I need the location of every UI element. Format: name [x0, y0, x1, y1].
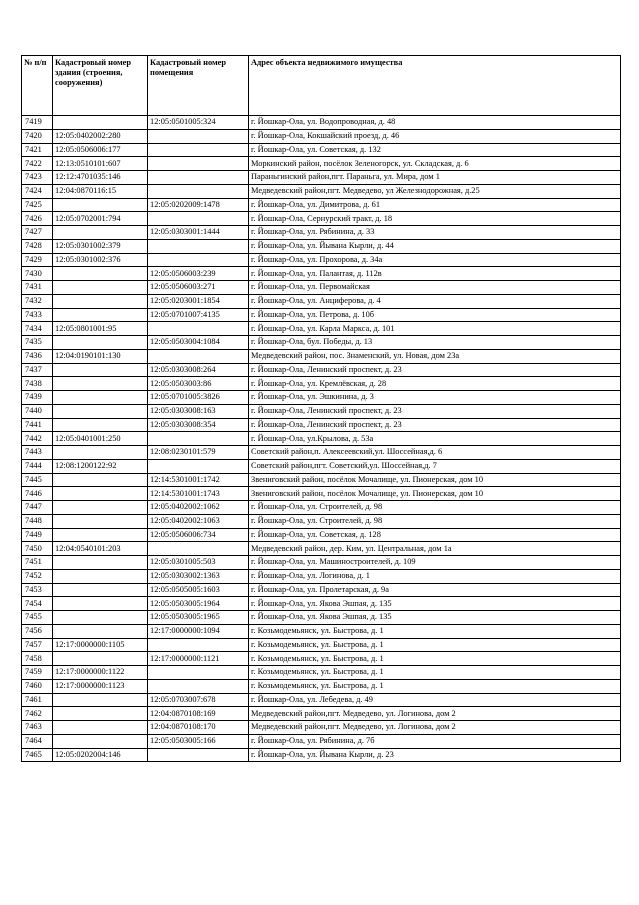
cell-address: г. Йошкар-Ола, бул. Победы, д. 13: [249, 336, 621, 350]
cell-building-cadastral: 12:12:4701035:146: [53, 171, 148, 185]
cell-premises-cadastral: 12:05:0501005:324: [148, 116, 249, 130]
cell-number: 7432: [22, 294, 53, 308]
cell-premises-cadastral: [148, 212, 249, 226]
cell-number: 7423: [22, 171, 53, 185]
cell-premises-cadastral: 12:05:0202009:1478: [148, 198, 249, 212]
cell-number: 7450: [22, 542, 53, 556]
table-row: [22, 514, 621, 528]
cell-address: г. Йошкар-Ола, ул. Петрова, д. 10б: [249, 308, 621, 322]
cell-address: г. Йошкар-Ола, ул. Димитрова, д. 61: [249, 198, 621, 212]
cell-address: г. Йошкар-Ола, ул. Рябинина, д. 7б: [249, 734, 621, 748]
cell-number: 7448: [22, 514, 53, 528]
cell-number: 7437: [22, 363, 53, 377]
table-row: [22, 734, 621, 748]
cell-premises-cadastral: 12:05:0503004:1084: [148, 336, 249, 350]
cell-number: 7445: [22, 473, 53, 487]
cell-building-cadastral: [53, 652, 148, 666]
table-row: [22, 707, 621, 721]
table-row: [22, 721, 621, 735]
cell-premises-cadastral: 12:17:0000000:1121: [148, 652, 249, 666]
table-row: [22, 569, 621, 583]
cell-address: г. Йошкар-Ола, ул. Строителей, д. 98: [249, 501, 621, 515]
table-row: [22, 679, 621, 693]
table-row: [22, 363, 621, 377]
cell-address: г. Йошкар-Ола, Ленинский проспект, д. 23: [249, 418, 621, 432]
cell-building-cadastral: [53, 569, 148, 583]
cell-building-cadastral: [53, 446, 148, 460]
cell-premises-cadastral: 12:05:0506003:239: [148, 267, 249, 281]
cell-premises-cadastral: [148, 171, 249, 185]
table-row: [22, 404, 621, 418]
cell-premises-cadastral: 12:14:5301001:1742: [148, 473, 249, 487]
cell-number: 7424: [22, 184, 53, 198]
cell-premises-cadastral: [148, 143, 249, 157]
table-row: [22, 336, 621, 350]
cell-number: 7420: [22, 129, 53, 143]
cell-building-cadastral: 12:05:0301002:376: [53, 253, 148, 267]
table-row: [22, 556, 621, 570]
cell-address: Звениговский район, посёлок Мочалище, ул. Пионерская, дом 10: [249, 473, 621, 487]
table-row: [22, 459, 621, 473]
cell-number: 7456: [22, 624, 53, 638]
table-header-row: [22, 56, 621, 116]
table-row: [22, 267, 621, 281]
cell-building-cadastral: [53, 597, 148, 611]
cell-number: 7447: [22, 501, 53, 515]
cell-address: г. Йошкар-Ола, ул. Рябинина, д. 33: [249, 226, 621, 240]
cell-address: г. Йошкар-Ола, ул. Советская, д. 132: [249, 143, 621, 157]
cell-premises-cadastral: 12:04:0870108:169: [148, 707, 249, 721]
cell-address: г. Йошкар-Ола, ул. Строителей, д. 98: [249, 514, 621, 528]
cell-address: Моркинский район, посёлок Зеленогорск, ул. Складская, д. 6: [249, 157, 621, 171]
table-row: [22, 212, 621, 226]
cell-premises-cadastral: 12:05:0303001:1444: [148, 226, 249, 240]
table-row: [22, 473, 621, 487]
cell-premises-cadastral: [148, 638, 249, 652]
table-row: [22, 528, 621, 542]
cell-premises-cadastral: 12:05:0506006:734: [148, 528, 249, 542]
cell-number: 7425: [22, 198, 53, 212]
table-row: [22, 198, 621, 212]
cell-number: 7446: [22, 487, 53, 501]
cell-number: 7422: [22, 157, 53, 171]
cell-address: г. Козьмодемьянск, ул. Быстрова, д. 1: [249, 638, 621, 652]
cell-premises-cadastral: [148, 432, 249, 446]
cell-address: г. Йошкар-Ола, ул. Лебедева, д. 49: [249, 693, 621, 707]
cell-number: 7455: [22, 611, 53, 625]
cell-building-cadastral: [53, 624, 148, 638]
cell-premises-cadastral: [148, 253, 249, 267]
table-row: [22, 611, 621, 625]
table-row: [22, 542, 621, 556]
table-row: [22, 171, 621, 185]
table-row: [22, 129, 621, 143]
cell-address: г. Йошкар-Ола, ул. Прохорова, д. 34а: [249, 253, 621, 267]
cell-premises-cadastral: [148, 322, 249, 336]
table-row: [22, 432, 621, 446]
cell-number: 7451: [22, 556, 53, 570]
cell-number: 7429: [22, 253, 53, 267]
cell-address: г. Йошкар-Ола, Кокшайский проезд, д. 46: [249, 129, 621, 143]
cell-address: г. Йошкар-Ола, ул. Советская, д. 128: [249, 528, 621, 542]
cell-number: 7460: [22, 679, 53, 693]
cell-address: Медведевский район,пгт. Медведево, ул. Логинова, дом 2: [249, 721, 621, 735]
table-row: [22, 391, 621, 405]
cell-building-cadastral: [53, 734, 148, 748]
cell-building-cadastral: [53, 116, 148, 130]
table-row: [22, 418, 621, 432]
cell-address: Звениговский район, посёлок Мочалище, ул. Пионерская, дом 10: [249, 487, 621, 501]
cell-address: г. Йошкар-Ола, ул. Эшкинина, д. 3: [249, 391, 621, 405]
cell-address: Медведевский район, дер. Ким, ул. Центральная, дом 1а: [249, 542, 621, 556]
cell-building-cadastral: 12:17:0000000:1122: [53, 666, 148, 680]
cell-building-cadastral: 12:05:0402002:280: [53, 129, 148, 143]
table-row: [22, 294, 621, 308]
cell-number: 7435: [22, 336, 53, 350]
cell-number: 7458: [22, 652, 53, 666]
cell-building-cadastral: [53, 336, 148, 350]
cell-building-cadastral: [53, 583, 148, 597]
cell-address: г. Йошкар-Ола, ул. Логинова, д. 1: [249, 569, 621, 583]
cell-building-cadastral: [53, 556, 148, 570]
cell-number: 7457: [22, 638, 53, 652]
cell-address: г. Йошкар-Ола, Ленинский проспект, д. 23: [249, 404, 621, 418]
cell-building-cadastral: 12:13:0510101:607: [53, 157, 148, 171]
cell-building-cadastral: [53, 693, 148, 707]
cell-number: 7427: [22, 226, 53, 240]
table-row: [22, 349, 621, 363]
cell-building-cadastral: [53, 226, 148, 240]
cell-building-cadastral: [53, 281, 148, 295]
table-row: [22, 487, 621, 501]
cell-building-cadastral: [53, 391, 148, 405]
table-row: [22, 157, 621, 171]
cell-premises-cadastral: 12:14:5301001:1743: [148, 487, 249, 501]
table-row: [22, 184, 621, 198]
cell-address: г. Йошкар-Ола, ул.Крылова, д. 53а: [249, 432, 621, 446]
cell-building-cadastral: 12:05:0401001:250: [53, 432, 148, 446]
table-row: [22, 693, 621, 707]
cell-address: г. Йошкар-Ола, ул. Якова Эшпая, д. 135: [249, 611, 621, 625]
cell-building-cadastral: 12:04:0870116:15: [53, 184, 148, 198]
cell-number: 7461: [22, 693, 53, 707]
table-row: [22, 624, 621, 638]
cell-premises-cadastral: [148, 157, 249, 171]
cell-number: 7454: [22, 597, 53, 611]
property-table: [21, 55, 621, 762]
cell-building-cadastral: [53, 707, 148, 721]
cell-building-cadastral: [53, 418, 148, 432]
cell-premises-cadastral: 12:05:0701007:4135: [148, 308, 249, 322]
cell-number: 7421: [22, 143, 53, 157]
cell-building-cadastral: [53, 198, 148, 212]
cell-premises-cadastral: [148, 459, 249, 473]
cell-premises-cadastral: 12:08:0230101:579: [148, 446, 249, 460]
table-row: [22, 253, 621, 267]
cell-number: 7426: [22, 212, 53, 226]
cell-building-cadastral: [53, 611, 148, 625]
table-row: [22, 446, 621, 460]
header-number: № п/п: [22, 56, 53, 116]
cell-building-cadastral: [53, 267, 148, 281]
cell-premises-cadastral: 12:05:0402002:1062: [148, 501, 249, 515]
cell-premises-cadastral: [148, 239, 249, 253]
cell-building-cadastral: [53, 404, 148, 418]
cell-number: 7452: [22, 569, 53, 583]
cell-premises-cadastral: [148, 184, 249, 198]
cell-address: г. Козьмодемьянск, ул. Быстрова, д. 1: [249, 652, 621, 666]
cell-address: г. Йошкар-Ола, ул. Пролетарская, д. 9а: [249, 583, 621, 597]
cell-address: Советский район,п. Алексеевский,ул. Шоссейная,д. 6: [249, 446, 621, 460]
cell-number: 7430: [22, 267, 53, 281]
table-row: [22, 143, 621, 157]
cell-number: 7441: [22, 418, 53, 432]
cell-premises-cadastral: 12:05:0301005:503: [148, 556, 249, 570]
cell-building-cadastral: 12:17:0000000:1123: [53, 679, 148, 693]
table-row: [22, 226, 621, 240]
cell-address: Медведевский район, пос. Знаменский, ул. Новая, дом 23а: [249, 349, 621, 363]
cell-number: 7442: [22, 432, 53, 446]
cell-building-cadastral: 12:05:0301002:379: [53, 239, 148, 253]
cell-address: г. Йошкар-Ола, ул. Якова Эшпая, д. 135: [249, 597, 621, 611]
cell-premises-cadastral: [148, 666, 249, 680]
cell-building-cadastral: 12:04:0190101:130: [53, 349, 148, 363]
cell-address: г. Йошкар-Ола, ул. Палантая, д. 112в: [249, 267, 621, 281]
table-row: [22, 652, 621, 666]
cell-premises-cadastral: [148, 679, 249, 693]
cell-number: 7465: [22, 748, 53, 762]
table-row: [22, 308, 621, 322]
cell-building-cadastral: 12:08:1200122:92: [53, 459, 148, 473]
cell-premises-cadastral: 12:05:0701005:3826: [148, 391, 249, 405]
cell-premises-cadastral: 12:05:0303008:264: [148, 363, 249, 377]
cell-address: г. Козьмодемьянск, ул. Быстрова, д. 1: [249, 624, 621, 638]
cell-building-cadastral: [53, 294, 148, 308]
cell-number: 7431: [22, 281, 53, 295]
cell-premises-cadastral: 12:05:0402002:1063: [148, 514, 249, 528]
cell-premises-cadastral: [148, 748, 249, 762]
cell-address: г. Йошкар-Ола, ул. Машиностроителей, д. 109: [249, 556, 621, 570]
cell-address: Медведевский район,пгт. Медведево, ул Железнодорожная, д.25: [249, 184, 621, 198]
cell-building-cadastral: 12:04:0540101:203: [53, 542, 148, 556]
cell-address: г. Йошкар-Ола, ул. Кремлёвская, д. 28: [249, 377, 621, 391]
table-row: [22, 638, 621, 652]
table-row: [22, 281, 621, 295]
cell-building-cadastral: 12:05:0506006:177: [53, 143, 148, 157]
cell-building-cadastral: [53, 487, 148, 501]
cell-number: 7440: [22, 404, 53, 418]
cell-premises-cadastral: 12:05:0503003:86: [148, 377, 249, 391]
cell-number: 7444: [22, 459, 53, 473]
cell-number: 7464: [22, 734, 53, 748]
cell-number: 7428: [22, 239, 53, 253]
cell-number: 7434: [22, 322, 53, 336]
cell-building-cadastral: [53, 473, 148, 487]
cell-premises-cadastral: 12:05:0506003:271: [148, 281, 249, 295]
cell-premises-cadastral: 12:05:0503005:1965: [148, 611, 249, 625]
cell-building-cadastral: 12:05:0202004:146: [53, 748, 148, 762]
cell-number: 7419: [22, 116, 53, 130]
cell-address: г. Йошкар-Ола, ул. Йывана Кырли, д. 44: [249, 239, 621, 253]
cell-number: 7443: [22, 446, 53, 460]
cell-address: г. Йошкар-Ола, ул. Карла Маркса, д. 101: [249, 322, 621, 336]
table-row: [22, 597, 621, 611]
cell-address: Медведевский район,пгт. Медведево, ул. Логинова, дом 2: [249, 707, 621, 721]
cell-building-cadastral: [53, 514, 148, 528]
cell-premises-cadastral: 12:05:0503005:166: [148, 734, 249, 748]
cell-building-cadastral: [53, 308, 148, 322]
cell-number: 7459: [22, 666, 53, 680]
cell-premises-cadastral: 12:05:0303002:1363: [148, 569, 249, 583]
cell-building-cadastral: 12:05:0801001:95: [53, 322, 148, 336]
table-row: [22, 666, 621, 680]
cell-premises-cadastral: 12:05:0503005:1964: [148, 597, 249, 611]
cell-number: 7462: [22, 707, 53, 721]
table-body: [22, 116, 621, 762]
cell-address: г. Йошкар-Ола, ул. Первомайская: [249, 281, 621, 295]
cell-address: г. Йошкар-Ола, Сернурский тракт, д. 18: [249, 212, 621, 226]
cell-premises-cadastral: 12:05:0303008:354: [148, 418, 249, 432]
cell-premises-cadastral: 12:05:0203001:1854: [148, 294, 249, 308]
cell-premises-cadastral: 12:05:0505005:1603: [148, 583, 249, 597]
table-row: [22, 501, 621, 515]
cell-number: 7433: [22, 308, 53, 322]
cell-premises-cadastral: 12:17:0000000:1094: [148, 624, 249, 638]
cell-building-cadastral: [53, 377, 148, 391]
cell-building-cadastral: 12:17:0000000:1105: [53, 638, 148, 652]
cell-building-cadastral: [53, 721, 148, 735]
cell-address: г. Йошкар-Ола, Ленинский проспект, д. 23: [249, 363, 621, 377]
table-row: [22, 322, 621, 336]
cell-number: 7438: [22, 377, 53, 391]
cell-building-cadastral: [53, 528, 148, 542]
cell-premises-cadastral: 12:05:0303008:163: [148, 404, 249, 418]
cell-number: 7449: [22, 528, 53, 542]
cell-address: Советский район,пгт. Советский,ул. Шоссейная,д. 7: [249, 459, 621, 473]
cell-building-cadastral: [53, 363, 148, 377]
table-row: [22, 116, 621, 130]
table-row: [22, 377, 621, 391]
cell-premises-cadastral: 12:04:0870108:170: [148, 721, 249, 735]
cell-number: 7436: [22, 349, 53, 363]
header-address: Адрес объекта недвижимого имущества: [249, 56, 621, 116]
cell-premises-cadastral: [148, 129, 249, 143]
cell-premises-cadastral: [148, 542, 249, 556]
cell-building-cadastral: [53, 501, 148, 515]
cell-premises-cadastral: [148, 349, 249, 363]
cell-address: Параньгинский район,пгт. Параньга, ул. Мира, дом 1: [249, 171, 621, 185]
table-row: [22, 583, 621, 597]
cell-number: 7439: [22, 391, 53, 405]
cell-address: г. Йошкар-Ола, ул. Водопроводная, д. 48: [249, 116, 621, 130]
cell-number: 7463: [22, 721, 53, 735]
cell-premises-cadastral: 12:05:0703007:678: [148, 693, 249, 707]
header-premises-cadastral: Кадастровый номер помещения: [148, 56, 249, 116]
cell-number: 7453: [22, 583, 53, 597]
cell-address: г. Йошкар-Ола, ул. Йывана Кырли, д. 23: [249, 748, 621, 762]
cell-address: г. Козьмодемьянск, ул. Быстрова, д. 1: [249, 679, 621, 693]
cell-building-cadastral: 12:05:0702001:794: [53, 212, 148, 226]
table-row: [22, 748, 621, 762]
cell-address: г. Козьмодемьянск, ул. Быстрова, д. 1: [249, 666, 621, 680]
cell-address: г. Йошкар-Ола, ул. Анциферова, д. 4: [249, 294, 621, 308]
table-row: [22, 239, 621, 253]
header-building-cadastral: Кадастровый номер здания (строения, сооружения): [53, 56, 148, 116]
